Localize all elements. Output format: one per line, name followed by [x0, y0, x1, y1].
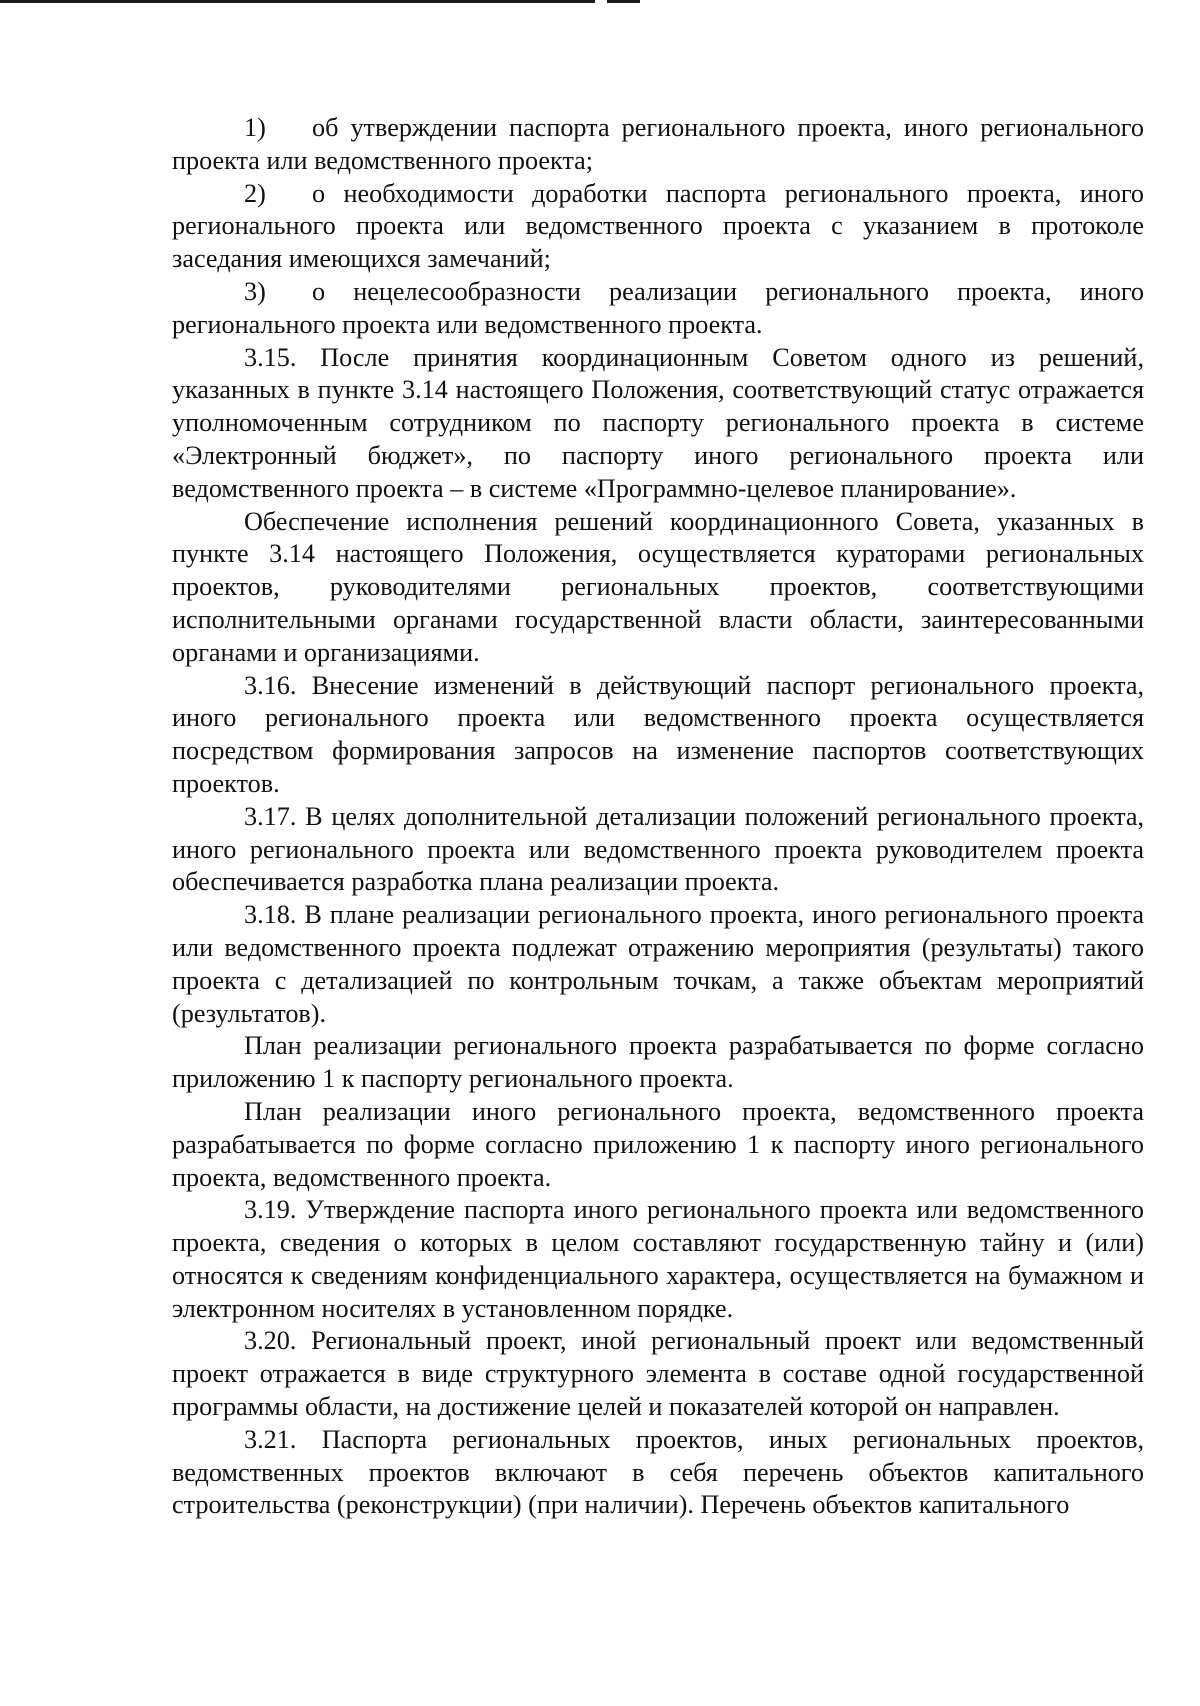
list-item-2: [172, 178, 1144, 276]
list-item-text: о необходимости доработки паспорта регионального проекта, иного регионального проекта или ведомственного проекта с указанием в протоколе заседания имеющихся замечаний;: [172, 178, 1144, 274]
paragraph-3-15-execution: Обеспечение исполнения решений координационного Совета, указанных в пункте 3.14 настоящего Положения, осуществляется кураторами региональных проектов, руководителями региональных проектов, соответствующими исполнительными органами государственной власти области, заинтересованными органами и организациями.: [172, 506, 1144, 667]
document-page: [172, 112, 1144, 1522]
paragraph-3-18-plan-other: План реализации иного регионального проекта, ведомственного проекта разрабатывается по форме согласно приложению 1 к паспорту иного регионального проекта, ведомственного проекта.: [172, 1096, 1144, 1192]
list-item-text: о нецелесообразности реализации регионального проекта, иного регионального проекта или ведомственного проекта.: [172, 276, 1144, 339]
paragraph-3-18: 3.18. В плане реализации регионального проекта, иного регионального проекта или ведомственного проекта подлежат отражению мероприятия (результаты) такого проекта с детализацией по контрольным точкам, а также объектам мероприятий (результатов).: [172, 900, 1144, 1028]
list-item-number: 1): [244, 113, 266, 142]
scan-edge-line: [0, 0, 640, 3]
paragraph-3-18-plan-regional: План реализации регионального проекта разрабатывается по форме согласно приложению 1 к паспорту регионального проекта.: [172, 1031, 1144, 1094]
paragraph-3-17: 3.17. В целях дополнительной детализации положений регионального проекта, иного регионального проекта или ведомственного проекта руководителем проекта обеспечивается разработка плана реализации проекта.: [172, 801, 1144, 897]
paragraph-3-16: 3.16. Внесение изменений в действующий паспорт регионального проекта, иного регионального проекта или ведомственного проекта осуществляется посредством формирования запросов на изменение паспортов соответствующих проектов.: [172, 670, 1144, 798]
paragraph-3-20: 3.20. Региональный проект, иной региональный проект или ведомственный проект отражается в виде структурного элемента в составе одной государственной программы области, на достижение целей и показателей которой он направлен.: [172, 1326, 1144, 1422]
paragraph-3-19: 3.19. Утверждение паспорта иного регионального проекта или ведомственного проекта, сведения о которых в целом составляют государственную тайну и (или) относятся к сведениям конфиденциального характера, осуществляется на бумажном и электронном носителях в установленном порядке.: [172, 1195, 1144, 1323]
list-item-text: об утверждении паспорта регионального проекта, иного регионального проекта или ведомственного проекта;: [172, 113, 1144, 175]
list-item-1: [172, 112, 1144, 178]
list-item-number: 2): [244, 178, 266, 208]
paragraph-3-15: 3.15. После принятия координационным Советом одного из решений, указанных в пункте 3.14 настоящего Положения, соответствующий статус отражается уполномоченным сотрудником по паспорту регионального проекта в системе «Электронный бюджет», по паспорту иного регионального проекта или ведомственного проекта – в системе «Программно-целевое планирование».: [172, 342, 1144, 503]
list-item-number: 3): [244, 276, 266, 306]
paragraph-3-21: 3.21. Паспорта региональных проектов, иных региональных проектов, ведомственных проектов включают в себя перечень объектов капитального строительства (реконструкции) (при наличии). Перечень объектов капитального: [172, 1424, 1144, 1520]
scan-edge-gap: [595, 0, 607, 3]
list-item-3: [172, 276, 1144, 342]
